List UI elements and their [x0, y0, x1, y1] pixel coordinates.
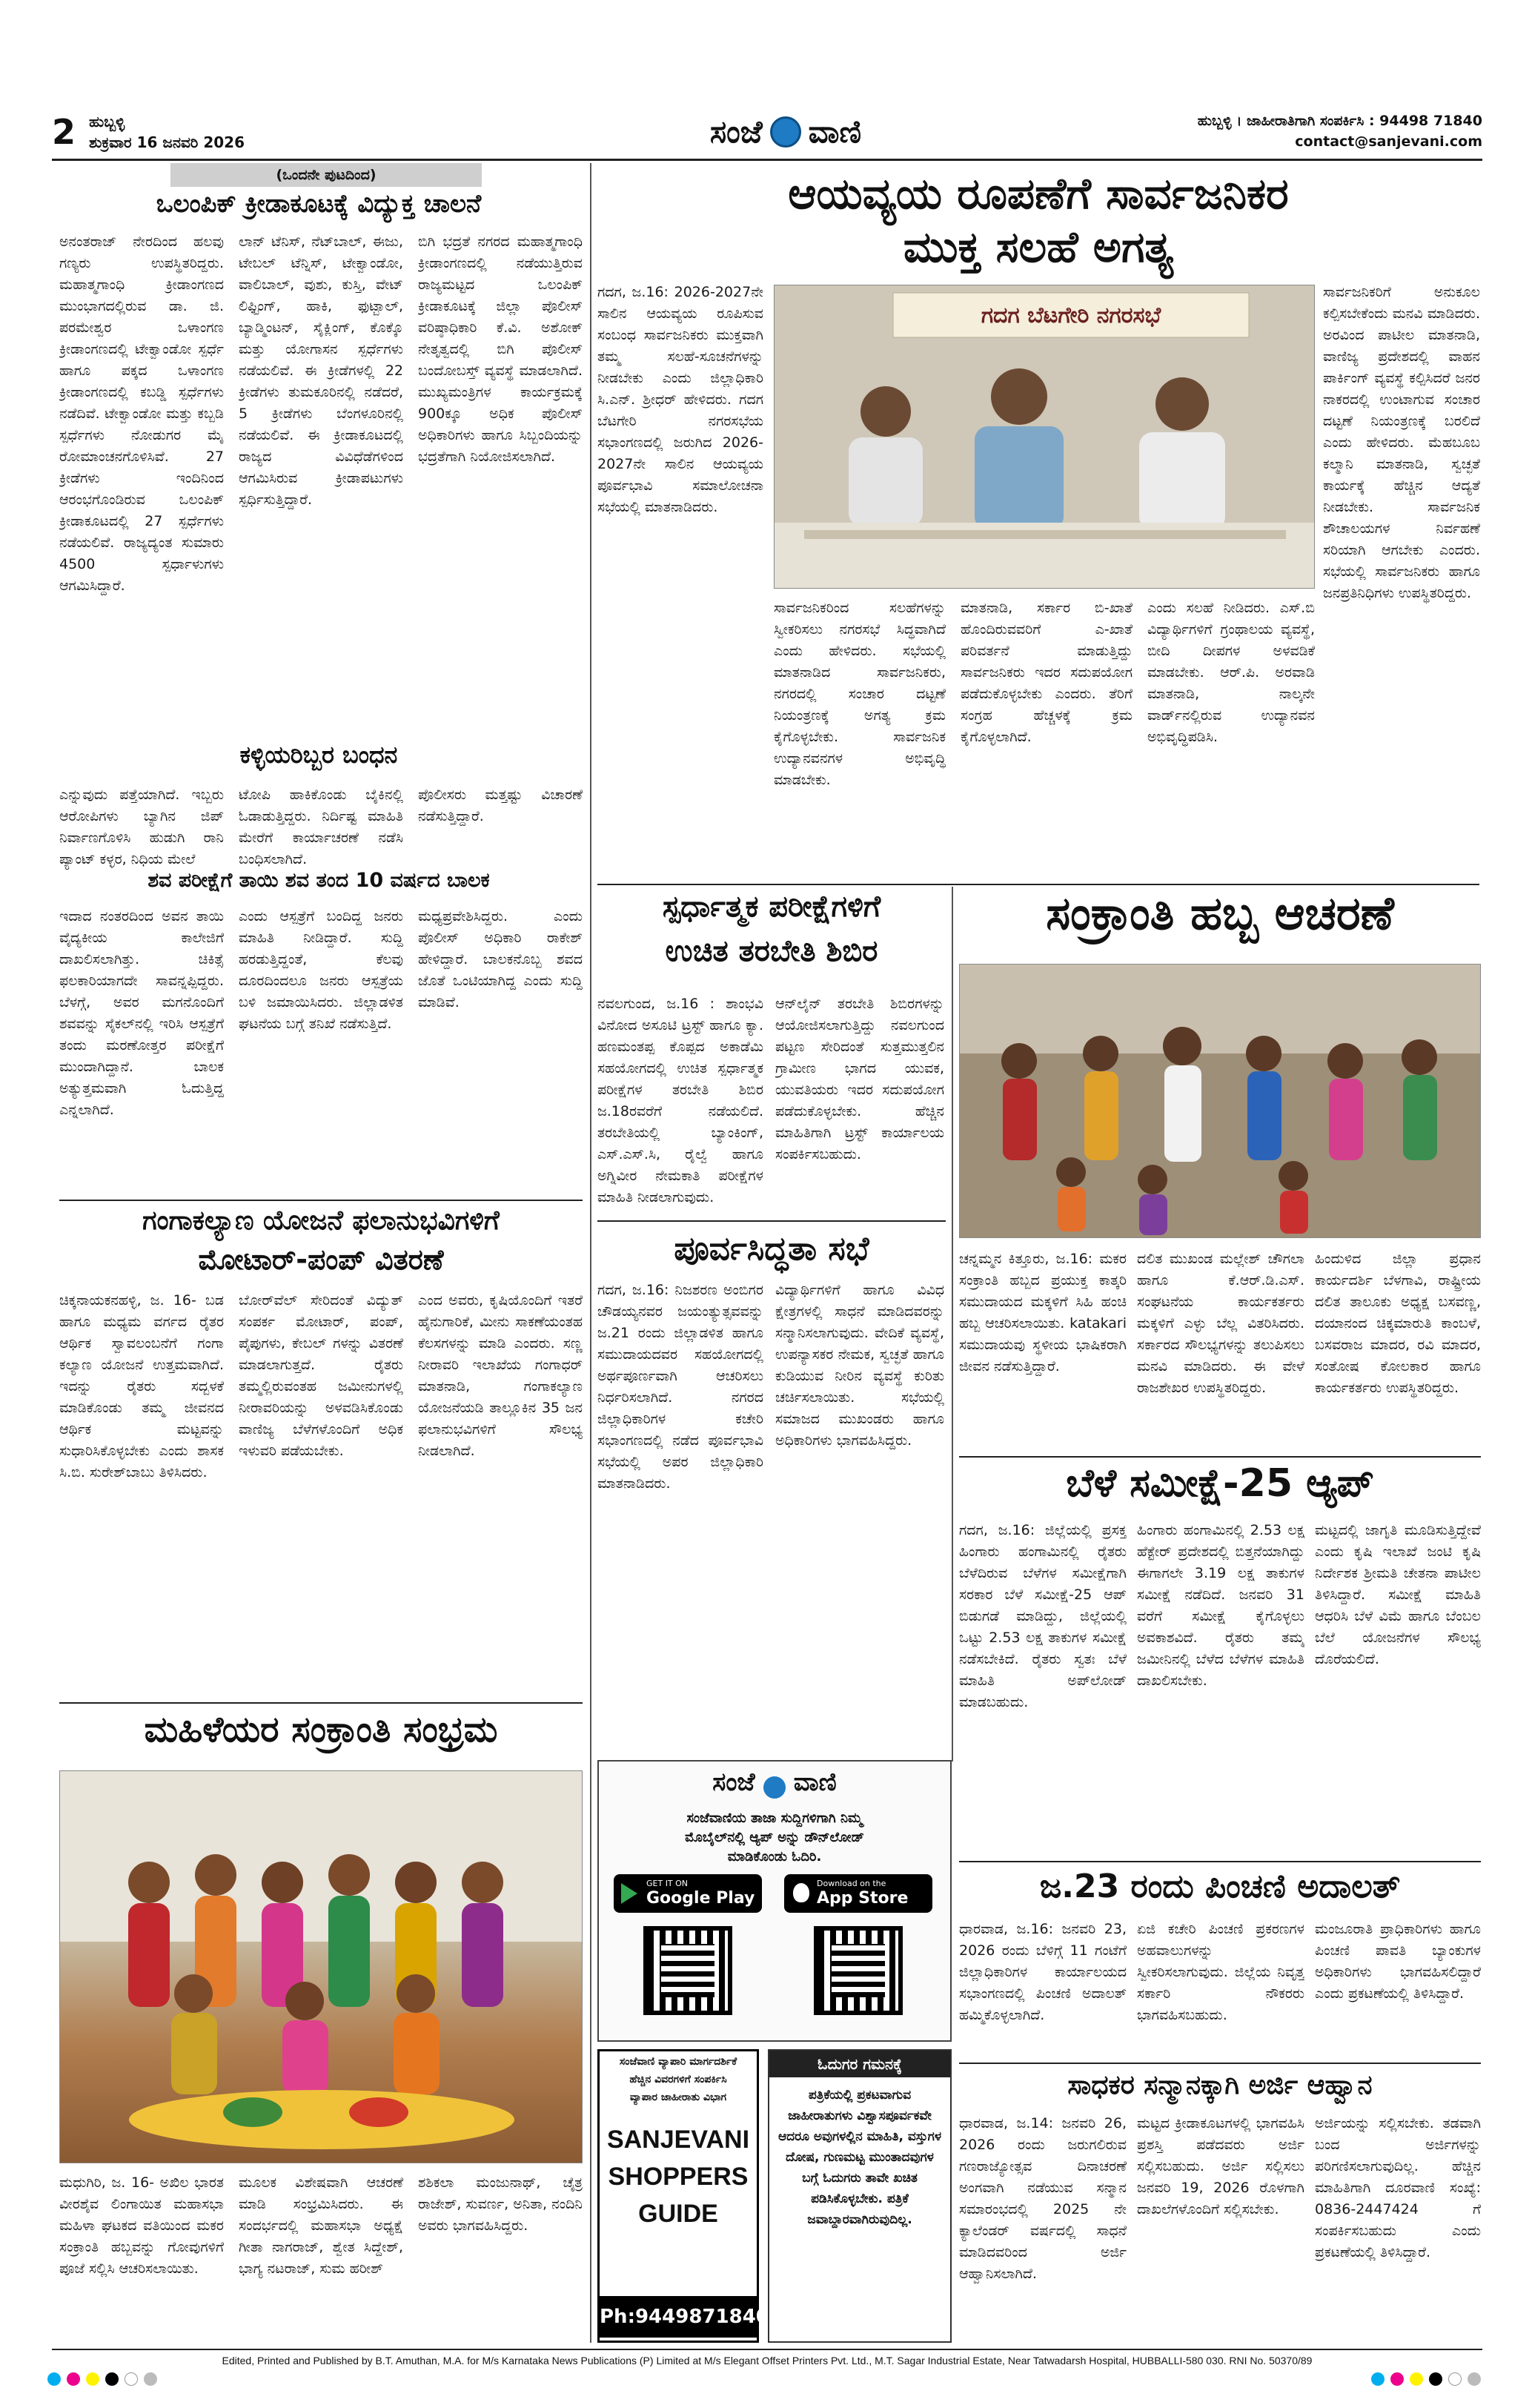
kalli-col3: ಪೊಲೀಸರು ಮತ್ತಷ್ಟು ವಿಚಾರಣೆ ನಡೆಸುತ್ತಿದ್ದಾರೆ.	[418, 787, 583, 824]
poorva-headline: ಪೂರ್ವಸಿದ್ಧತಾ ಸಭೆ	[674, 1230, 869, 1268]
apple-small-text: Download on the	[817, 1879, 886, 1888]
reg-mark-yellow	[86, 2372, 99, 2386]
ganga-col2: ಬೋರ್‌ವೆಲ್ ಸೇರಿದಂತೆ ವಿದ್ಯುತ್ ಸಂಪರ್ಕ ಮೋಟಾರ್, ಪಂಪ್, ಪೈಪುಗಳು, ಕೇಬಲ್ ಗಳನ್ನು ವಿತರಣೆ ಮಾಡಲಾಗುತ್ತದೆ. ರೈತರು ತಮ್ಮಲ್ಲಿರುವಂತಹ ಜಮೀನುಗಳಲ್ಲಿ ನೀರಾವರಿಯನ್ನು ಅಳವಡಿಸಿಕೊಂಡು ವಾಣಿಜ್ಯ ಬೆಳೆಗಳೊಂದಿಗೆ ಅಧಿಕ ಇಳುವರಿ ಪಡೆಯಬೇಕು.	[239, 1292, 403, 1459]
apple-big-text: App Store	[817, 1889, 909, 1908]
column-divider-mid	[952, 887, 953, 1762]
globe-icon	[770, 116, 801, 148]
page-number: 2	[52, 112, 76, 152]
shava-col1: ಇದಾದ ನಂತರದಿಂದ ಅವನ ತಾಯಿ ವೈದ್ಯಕೀಯ ಕಾಲೇಜಿಗೆ ದಾಖಲಿಸಲಾಗಿತ್ತು. ಚಿಕಿತ್ಸೆ ಫಲಕಾರಿಯಾಗದೇ ಸಾವನ್ನಪ್ಪಿದ್ದರು. ಬೆಳಗ್ಗೆ, ಅವರ ಮಗನೊಂದಿಗೆ ಶವವನ್ನು ಸೈಕಲ್‌ನಲ್ಲಿ ಇರಿಸಿ ಆಸ್ಪತ್ರೆಗೆ ತಂದು ಮರಣೋತ್ತರ ಪರೀಕ್ಷೆಗೆ ಮುಂದಾಗಿದ್ದಾನೆ. ಬಾಲಕ ಅತ್ಯುತ್ತಮವಾಗಿ ಓದುತ್ತಿದ್ದ ಎನ್ನಲಾಗಿದೆ.	[59, 908, 224, 1118]
continued-label: (ಒಂದನೇ ಪುಟದಿಂದ)	[170, 163, 482, 187]
reg-mark-grey	[144, 2372, 157, 2386]
ganga-top-rule	[59, 1200, 583, 1201]
mahila-headline: ಮಹಿಳೆಯರ ಸಂಕ್ರಾಂತಿ ಸಂಭ್ರಮ	[144, 1709, 498, 1750]
reg-mark-black	[105, 2372, 119, 2386]
pinchani-col1: ಧಾರವಾಡ, ಜ.16: ಜನವರಿ 23, 2026 ರಂದು ಬೆಳಿಗ್ಗೆ 11 ಗಂಟೆಗೆ ಜಿಲ್ಲಾಧಿಕಾರಿಗಳ ಕಾರ್ಯಾಲಯದ ಸಭಾಂಗಣದಲ್ಲಿ ಪಿಂಚಣಿ ಅದಾಲತ್ ಹಮ್ಮಿಕೊಳ್ಳಲಾಗಿದೆ.	[959, 1921, 1127, 2023]
reader-notice-body: ಪತ್ರಿಕೆಯಲ್ಲಿ ಪ್ರಕಟವಾಗುವ ಜಾಹೀರಾತುಗಳು ವಿಶ್ವಾಸಪೂರ್ವಕವೇ ಆದರೂ ಅವುಗಳಲ್ಲಿನ ಮಾಹಿತಿ, ವಸ್ತುಗಳ ದೋಷ, ಗುಣಮಟ್ಟ ಮುಂತಾದವುಗಳ ಬಗ್ಗೆ ಓದುಗರು ತಾವೇ ಖಚಿತ ಪಡಿಸಿಕೊಳ್ಳಬೇಕು. ಪತ್ರಿಕೆ ಜವಾಬ್ದಾರವಾಗಿರುವುದಿಲ್ಲ.	[777, 2088, 942, 2227]
mahila-col2: ಮೂಲಕ ವಿಶೇಷವಾಗಿ ಆಚರಣೆ ಮಾಡಿ ಸಂಭ್ರಮಿಸಿದರು. ಈ ಸಂದರ್ಭದಲ್ಲಿ ಮಹಾಸಭಾ ಅಧ್ಯಕ್ಷೆ ಗೀತಾ ನಾಗರಾಜ್, ಶ್ವೇತ ಸಿದ್ದೇಶ್, ಭಾಗ್ಯ ನಟರಾಜ್, ಸುಮ ಹರೀಶ್	[239, 2174, 403, 2277]
ganga-headline-line2: ಮೋಟಾರ್-ಪಂಪ್ ವಿತರಣೆ	[198, 1243, 444, 1276]
sankranti-photo	[959, 964, 1481, 1238]
google-big-text: Google Play	[646, 1889, 755, 1908]
footer-imprint: Edited, Printed and Published by B.T. Amuthan, M.A. for M/s Karnataka News Publications (P) Limited at M/s Elegant Offset Printers Pvt. Ltd., M.T. Sagar Industrial Estate, Near Tatwadarsh Hospital, HUBBALLI-580 030. RNI No. 50370/89	[222, 2355, 1313, 2366]
logo-text-left: ಸಂಜೆ	[709, 113, 763, 150]
budget-headline-line2: ಮುಕ್ತ ಸಲಹೆ ಅಗತ್ಯ	[903, 222, 1174, 272]
meeting-graphic	[775, 285, 1315, 589]
ad-tagline-3: ಮಾಡಿಕೊಂಡು ಓದಿರಿ.	[727, 1849, 822, 1865]
bele-col3: ಮಟ್ಟದಲ್ಲಿ ಜಾಗೃತಿ ಮೂಡಿಸುತ್ತಿದ್ದೇವೆ ಎಂದು ಕೃಷಿ ಇಲಾಖೆ ಜಂಟಿ ಕೃಷಿ ನಿರ್ದೇಶಕ ಶ್ರೀಮತಿ ಚೇತನಾ ಪಾಟೀಲ ತಿಳಿಸಿದ್ದಾರೆ. ಸಮೀಕ್ಷೆ ಮಾಹಿತಿ ಆಧರಿಸಿ ಬೆಳೆ ವಿಮೆ ಹಾಗೂ ಬೆಂಬಲ ಬೆಲೆ ಯೋಜನೆಗಳ ಸೌಲಭ್ಯ ದೊರೆಯಲಿದೆ.	[1315, 1522, 1481, 1667]
budget-meeting-photo	[774, 285, 1315, 589]
app-promo-box[interactable]	[597, 1760, 952, 2042]
shoppers-line3: ವ್ಯಾಪಾರ ಜಾಹೀರಾತು ವಿಭಾಗ	[629, 2091, 727, 2103]
qr-code-ios[interactable]	[814, 1926, 903, 2015]
ganga-col3: ಎಂದ ಅವರು, ಕೃಷಿಯೊಂದಿಗೆ ಇತರೆ ಹೈನುಗಾರಿಕೆ, ಮೀನು ಸಾಕಣೆಯಂತಹ ಕೆಲಸಗಳನ್ನು ಮಾಡಿ ಎಂದರು. ಸಣ್ಣ ನೀರಾವರಿ ಇಲಾಖೆಯ ಗಂಗಾಧರ್ ಮಾತನಾಡಿ, ಗಂಗಾಕಲ್ಯಾಣ ಯೋಜನೆಯಡಿ ತಾಲ್ಲೂಕಿನ 35 ಜನ ಫಲಾನುಭವಿಗಳಿಗೆ ಸೌಲಭ್ಯ ನೀಡಲಾಗಿದೆ.	[418, 1292, 583, 1459]
shoppers-title2: SHOPPERS	[608, 2163, 749, 2191]
masthead-rule	[52, 159, 1482, 161]
reg-mark-grey	[1468, 2372, 1481, 2386]
sankranti-headline: ಸಂಕ್ರಾಂತಿ ಹಬ್ಬ ಆಚರಣೆ	[1046, 886, 1394, 940]
festival-graphic	[960, 965, 1481, 1238]
shava-headline: ಶವ ಪರೀಕ್ಷೆಗೆ ತಾಯಿ ಶವ ತಂದ 10 ವರ್ಷದ ಬಾಲಕ	[147, 869, 490, 892]
sankranti-col1: ಚನ್ನಮ್ಮನ ಕಿತ್ತೂರು, ಜ.16: ಮಕರ ಸಂಕ್ರಾಂತಿ ಹಬ್ಬದ ಪ್ರಯುಕ್ತ ಕಾತ್ಕರಿ ಸಮುದಾಯದ ಮಕ್ಕಳಿಗೆ ಸಿಹಿ ಹಂಚಿ ಹಬ್ಬ ಆಚರಿಸಲಾಯಿತು. katakari ಸಮುದಾಯವು ಸ್ಥಳೀಯ ಭಾಷಿಕರಾಗಿ ಜೀವನ ನಡೆಸುತ್ತಿದ್ದಾರೆ.	[959, 1251, 1127, 1375]
edition-city: ಹುಬ್ಬಳ್ಳಿ	[89, 113, 125, 130]
bele-col1: ಗದಗ, ಜ.16: ಜಿಲ್ಲೆಯಲ್ಲಿ ಪ್ರಸಕ್ತ ಹಿಂಗಾರು ಹಂಗಾಮಿನಲ್ಲಿ ರೈತರು ಬೆಳೆದಿರುವ ಬೆಳೆಗಳ ಸಮೀಕ್ಷೆಗಾಗಿ ಸರಕಾರ ಬೆಳೆ ಸಮೀಕ್ಷೆ-25 ಆಪ್ ಬಿಡುಗಡೆ ಮಾಡಿದ್ದು, ಜಿಲ್ಲೆಯಲ್ಲಿ ಒಟ್ಟು 2.53 ಲಕ್ಷ ತಾಕುಗಳ ಸಮೀಕ್ಷೆ ನಡೆಸಬೇಕಿದೆ. ರೈತರು ಸ್ವತಃ ಬೆಳೆ ಮಾಹಿತಿ ಅಪ್‌ಲೋಡ್ ಮಾಡಬಹುದು.	[959, 1522, 1127, 1710]
women-group-graphic	[60, 1771, 583, 2163]
reg-mark-magenta	[1390, 2372, 1404, 2386]
sankranti-col2: ದಲಿತ ಮುಖಂಡ ಮಲ್ಲೇಶ್ ಚೌಗಲಾ ಹಾಗೂ ಕೆ.ಆರ್.ಡಿ.ಎಸ್. ಸಂಘಟನೆಯ ಕಾರ್ಯಕರ್ತರು ಮಕ್ಕಳಿಗೆ ಎಳ್ಳು ಬೆಲ್ಲ ವಿತರಿಸಿದರು. ಸರ್ಕಾರದ ಸೌಲಭ್ಯಗಳನ್ನು ತಲುಪಿಸಲು ಮನವಿ ಮಾಡಿದರು. ಈ ವೇಳೆ ರಾಜಶೇಖರ ಉಪಸ್ಥಿತರಿದ್ದರು.	[1137, 1251, 1304, 1396]
reg-mark-yellow	[1410, 2372, 1423, 2386]
reg-mark-magenta	[67, 2372, 80, 2386]
ad-logo-left: ಸಂಜೆ	[712, 1767, 755, 1797]
bele-col2: ಹಿಂಗಾರು ಹಂಗಾಮಿನಲ್ಲಿ 2.53 ಲಕ್ಷ ಹೆಕ್ಟೇರ್ ಪ್ರದೇಶದಲ್ಲಿ ಬಿತ್ತನೆಯಾಗಿದ್ದು ಈಗಾಗಲೇ 3.19 ಲಕ್ಷ ತಾಕುಗಳ ಸಮೀಕ್ಷೆ ನಡೆದಿದೆ. ಜನವರಿ 31 ವರೆಗೆ ಸಮೀಕ್ಷೆ ಕೈಗೊಳ್ಳಲು ಅವಕಾಶವಿದೆ. ರೈತರು ತಮ್ಮ ಜಮೀನಿನಲ್ಲಿ ಬೆಳೆದ ಬೆಳೆಗಳ ಮಾಹಿತಿ ದಾಖಲಿಸಬೇಕು.	[1137, 1522, 1304, 1689]
sadhakara-col1: ಧಾರವಾಡ, ಜ.14: ಜನವರಿ 26, 2026 ರಂದು ಜರುಗಲಿರುವ ಗಣರಾಜ್ಯೋತ್ಸವ ದಿನಾಚರಣೆ ಅಂಗವಾಗಿ ನಡೆಯುವ ಸನ್ಮಾನ ಸಮಾರಂಭದಲ್ಲಿ 2025 ನೇ ಕ್ಯಾಲೆಂಡರ್ ವರ್ಷದಲ್ಲಿ ಸಾಧನೆ ಮಾಡಿದವರಿಂದ ಅರ್ಜಿ ಆಹ್ವಾನಿಸಲಾಗಿದೆ.	[959, 2115, 1127, 2282]
poorva-top-rule	[597, 1220, 946, 1222]
masthead	[52, 111, 1482, 157]
shoppers-line1: ಸಂಜೆವಾಣಿ ವ್ಯಾಪಾರಿ ಮಾರ್ಗದರ್ಶಿಕೆ	[619, 2056, 737, 2068]
shoppers-guide-ad[interactable]	[597, 2049, 769, 2343]
budget-below3: ಎಂದು ಸಲಹೆ ನೀಡಿದರು. ಎಸ್.ಬಿ ವಿದ್ಯಾರ್ಥಿಗಳಿಗೆ ಗ್ರಂಥಾಲಯ ವ್ಯವಸ್ಥೆ, ಬೀದಿ ದೀಪಗಳ ಅಳವಡಿಕೆ ಮಾಡಬೇಕು. ಆರ್.ಪಿ. ಅರವಾಡಿ ಮಾತನಾಡಿ, ನಾಲ್ಕನೇ ವಾರ್ಡ್‌ನಲ್ಲಿರುವ ಉದ್ಯಾನವನ ಅಭಿವೃದ್ಧಿಪಡಿಸಿ.	[1147, 600, 1315, 745]
google-small-text: GET IT ON	[646, 1879, 689, 1888]
ad-tagline-2: ಮೊಬೈಲ್‌ನಲ್ಲಿ ಆ್ಯಪ್ ಅನ್ನು ಡೌನ್‌ಲೋಡ್	[685, 1830, 864, 1845]
reg-mark-white	[1448, 2372, 1462, 2386]
kalli-headline: ಕಳ್ಳಿಯರಿಬ್ಬರ ಬಂಧನ	[239, 741, 398, 769]
reader-notice-title: ಓದುಗರ ಗಮನಕ್ಕೆ	[769, 2051, 950, 2077]
shoppers-title1: SANJEVANI	[606, 2126, 750, 2154]
qr-code-android[interactable]	[643, 1926, 732, 2015]
footer-rule	[52, 2349, 1482, 2350]
column-divider-left	[590, 163, 591, 2343]
masthead-logo	[630, 111, 941, 153]
kalli-col2: ಟೋಪಿ ಹಾಕಿಕೊಂಡು ಬೈಕಿನಲ್ಲಿ ಓಡಾಡುತ್ತಿದ್ದರು. ನಿರ್ದಿಷ್ಟ ಮಾಹಿತಿ ಮೇರೆಗೆ ಕಾರ್ಯಾಚರಣೆ ನಡೆಸಿ ಬಂಧಿಸಲಾಗಿದೆ.	[239, 787, 403, 867]
reader-notice-box	[768, 2049, 952, 2343]
ad-logo-right: ವಾಣಿ	[793, 1767, 837, 1797]
advert-contact: ಹುಬ್ಬಳ್ಳಿ । ಜಾಹೀರಾತಿಗಾಗಿ ಸಂಪರ್ಕಿಸಿ : 94498 71840	[1197, 113, 1482, 129]
mahila-col1: ಮಧುಗಿರಿ, ಜ. 16- ಅಖಿಲ ಭಾರತ ವೀರಶೈವ ಲಿಂಗಾಯಿತ ಮಹಾಸಭಾ ಮಹಿಳಾ ಘಟಕದ ವತಿಯಿಂದ ಮಕರ ಸಂಕ್ರಾಂತಿ ಹಬ್ಬವನ್ನು ಗೋವುಗಳಿಗೆ ಪೂಜೆ ಸಲ್ಲಿಸಿ ಆಚರಿಸಲಾಯಿತು.	[59, 2174, 224, 2277]
mahila-photo	[59, 1770, 583, 2163]
ganga-col1: ಚಿಕ್ಕನಾಯಕನಹಳ್ಳಿ, ಜ. 16- ಬಡ ಹಾಗೂ ಮಧ್ಯಮ ವರ್ಗದ ರೈತರ ಆರ್ಥಿಕ ಸ್ವಾವಲಂಬನೆಗೆ ಗಂಗಾ ಕಲ್ಯಾಣ ಯೋಜನೆ ಉತ್ತಮವಾಗಿದೆ. ಇದನ್ನು ರೈತರು ಸದ್ಬಳಕೆ ಮಾಡಿಕೊಂಡು ತಮ್ಮ ಜೀವನದ ಆರ್ಥಿಕ ಮಟ್ಟವನ್ನು ಸುಧಾರಿಸಿಕೊಳ್ಳಬೇಕು ಎಂದು ಶಾಸಕ ಸಿ.ಬಿ. ಸುರೇಶ್‌ಬಾಬು ತಿಳಿಸಿದರು.	[59, 1292, 224, 1481]
spardha-headline-line1: ಸ್ಪರ್ಧಾತ್ಮಕ ಪರೀಕ್ಷೆಗಳಿಗೆ	[662, 890, 881, 924]
ad-globe-icon	[763, 1776, 786, 1799]
shoppers-phone[interactable]: Ph:9449871840	[600, 2296, 757, 2338]
apple-icon	[793, 1883, 809, 1902]
olympic-headline: ಒಲಂಪಿಕ್ ಕ್ರೀಡಾಕೂಟಕ್ಕೆ ವಿದ್ಯುಕ್ತ ಚಾಲನೆ	[156, 189, 482, 219]
ad-tagline-1: ಸಂಜೆವಾಣಿಯ ತಾಜಾ ಸುದ್ದಿಗಳಿಗಾಗಿ ನಿಮ್ಮ	[686, 1810, 863, 1826]
olympic-col3: ಬಿಗಿ ಭದ್ರತೆ ನಗರದ ಮಹಾತ್ಮಗಾಂಧಿ ಕ್ರೀಡಾಂಗಣದಲ್ಲಿ ನಡೆಯುತ್ತಿರುವ ರಾಜ್ಯಮಟ್ಟದ ಒಲಂಪಿಕ್ ಕ್ರೀಡಾಕೂಟಕ್ಕೆ ಜಿಲ್ಲಾ ಪೊಲೀಸ್ ವರಿಷ್ಠಾಧಿಕಾರಿ ಕೆ.ವಿ. ಅಶೋಕ್ ನೇತೃತ್ವದಲ್ಲಿ ಬಿಗಿ ಪೊಲೀಸ್ ಬಂದೋಬಸ್ತ್ ವ್ಯವಸ್ಥೆ ಮಾಡಲಾಗಿದೆ. ಮುಖ್ಯಮಂತ್ರಿಗಳ ಕಾರ್ಯಕ್ರಮಕ್ಕೆ 900ಕ್ಕೂ ಅಧಿಕ ಪೊಲೀಸ್ ಅಧಿಕಾರಿಗಳು ಹಾಗೂ ಸಿಬ್ಬಂದಿಯನ್ನು ಭದ್ರತೆಗಾಗಿ ನಿಯೋಜಿಸಲಾಗಿದೆ.	[418, 234, 583, 465]
bele-headline: ಬೆಳೆ ಸಮೀಕ್ಷೆ-25 ಆ್ಯಪ್	[1066, 1461, 1374, 1506]
budget-below1: ಸಾರ್ವಜನಿಕರಿಂದ ಸಲಹೆಗಳನ್ನು ಸ್ವೀಕರಿಸಲು ನಗರಸಭೆ ಸಿದ್ಧವಾಗಿದೆ ಎಂದು ಹೇಳಿದರು. ಸಭೆಯಲ್ಲಿ ಮಾತನಾಡಿದ ಸಾರ್ವಜನಿಕರು, ನಗರದಲ್ಲಿ ಸಂಚಾರ ದಟ್ಟಣೆ ನಿಯಂತ್ರಣಕ್ಕೆ ಅಗತ್ಯ ಕ್ರಮ ಕೈಗೊಳ್ಳಬೇಕು. ಸಾರ್ವಜನಿಕ ಉದ್ಯಾನವನಗಳ ಅಭಿವೃದ್ಧಿ ಮಾಡಬೇಕು.	[774, 600, 946, 788]
mid-rule	[597, 884, 1479, 885]
sankranti-col3: ಹಿಂದುಳಿದ ಜಿಲ್ಲಾ ಪ್ರಧಾನ ಕಾರ್ಯದರ್ಶಿ ಬೆಳಗಾವಿ, ರಾಷ್ಟ್ರೀಯ ದಲಿತ ತಾಲೂಕು ಅಧ್ಯಕ್ಷ ಬಸವಣ್ಣ, ದಯಾನಂದ ಚಿಕ್ಕಮಾರುತಿ ಕಾಂಬಳೆ, ಬಸವರಾಜ ಮಾದರ, ರವಿ ಮಾದರ, ಸಂತೋಷ ಕೋಲಕಾರ ಹಾಗೂ ಕಾರ್ಯಕರ್ತರು ಉಪಸ್ಥಿತರಿದ್ದರು.	[1315, 1251, 1481, 1396]
registration-marks-right	[1371, 2372, 1497, 2390]
date-line: ಶುಕ್ರವಾರ 16 ಜನವರಿ 2026	[89, 133, 245, 151]
app-store-badge[interactable]	[784, 1874, 932, 1913]
kalli-col1: ಎನ್ನುವುದು ಪತ್ತೆಯಾಗಿದೆ. ಇಬ್ಬರು ಆರೋಪಿಗಳು ಬ್ಯಾಗಿನ ಜಿಪ್ ನಿರ್ವಾಣಗೊಳಿಸಿ ಹುಡುಗಿ ರಾನಿ ಪ್ಯಾಂಟ್ ಕಳ್ಳರ, ನಿಧಿಯ ಮೇಲೆ	[59, 787, 224, 867]
mahila-col3: ಶಶಿಕಲಾ ಮಂಜುನಾಥ್, ಚೈತ್ರ ರಾಜೇಶ್, ಸುವರ್ಣ, ಅನಿತಾ, ನಂದಿನಿ ಅವರು ಭಾಗವಹಿಸಿದ್ದರು.	[418, 2174, 583, 2234]
ad-logo	[599, 1767, 950, 1799]
sadhakara-col2: ಮಟ್ಟದ ಕ್ರೀಡಾಕೂಟಗಳಲ್ಲಿ ಭಾಗವಹಿಸಿ ಪ್ರಶಸ್ತಿ ಪಡೆದವರು ಅರ್ಜಿ ಸಲ್ಲಿಸಬಹುದು. ಅರ್ಜಿ ಸಲ್ಲಿಸಲು ಜನವರಿ 19, 2026 ರೊಳಗಾಗಿ ದಾಖಲೆಗಳೊಂದಿಗೆ ಸಲ್ಲಿಸಬೇಕು.	[1137, 2115, 1304, 2217]
spardha-col2: ಆನ್‌ಲೈನ್ ತರಬೇತಿ ಶಿಬಿರಗಳನ್ನು ಆಯೋಜಿಸಲಾಗುತ್ತಿದ್ದು ನವಲಗುಂದ ಪಟ್ಟಣ ಸೇರಿದಂತೆ ಸುತ್ತಮುತ್ತಲಿನ ಗ್ರಾಮೀಣ ಭಾಗದ ಯುವಕ, ಯುವತಿಯರು ಇದರ ಸದುಪಯೋಗ ಪಡೆದುಕೊಳ್ಳಬೇಕು. ಹೆಚ್ಚಿನ ಮಾಹಿತಿಗಾಗಿ ಟ್ರಸ್ಟ್ ಕಾರ್ಯಾಲಯ ಸಂಪರ್ಕಿಸಬಹುದು.	[775, 996, 944, 1162]
shava-col3: ಮಧ್ಯಪ್ರವೇಶಿಸಿದ್ದರು. ಎಂದು ಪೊಲೀಸ್ ಅಧಿಕಾರಿ ರಾಕೇಶ್ ಹೇಳಿದ್ದಾರೆ. ಬಾಲಕನೊಬ್ಬ ಶವದ ಜೊತೆ ಒಂಟಿಯಾಗಿದ್ದ ಎಂದು ಸುದ್ದಿ ಮಾಡಿವೆ.	[418, 908, 583, 1010]
sadhakara-top-rule	[959, 2063, 1481, 2064]
reg-mark-cyan	[1371, 2372, 1385, 2386]
pinchani-col3: ಮಂಜೂರಾತಿ ಪ್ರಾಧಿಕಾರಿಗಳು ಹಾಗೂ ಪಿಂಚಣಿ ಪಾವತಿ ಬ್ಯಾಂಕುಗಳ ಅಧಿಕಾರಿಗಳು ಭಾಗವಹಿಸಲಿದ್ದಾರೆ ಎಂದು ಪ್ರಕಟಣೆಯಲ್ಲಿ ತಿಳಿಸಿದ್ದಾರೆ.	[1315, 1921, 1481, 2002]
spardha-headline-line2: ಉಚಿತ ತರಬೇತಿ ಶಿಬಿರ	[665, 934, 878, 968]
budget-intro: ಗದಗ, ಜ.16: 2026-2027ನೇ ಸಾಲಿನ ಆಯವ್ಯಯ ರೂಪಿಸುವ ಸಂಬಂಧ ಸಾರ್ವಜನಿಕರು ಮುಕ್ತವಾಗಿ ತಮ್ಮ ಸಲಹೆ-ಸೂಚನೆಗಳನ್ನು ನೀಡಬೇಕು ಎಂದು ಜಿಲ್ಲಾಧಿಕಾರಿ ಸಿ.ಎನ್. ಶ್ರೀಧರ್ ಹೇಳಿದರು. ಗದಗ ಬೆಟಗೇರಿ ನಗರಸಭೆಯ ಸಭಾಂಗಣದಲ್ಲಿ ಜರುಗಿದ 2026-2027ನೇ ಸಾಲಿನ ಆಯವ್ಯಯ ಪೂರ್ವಭಾವಿ ಸಮಾಲೋಚನಾ ಸಭೆಯಲ್ಲಿ ಮಾತನಾಡಿದರು.	[597, 284, 763, 515]
olympic-col1: ಅನಂತರಾಜ್ ನೇರದಿಂದ ಹಲವು ಗಣ್ಯರು ಉಪಸ್ಥಿತರಿದ್ದರು. ಮಹಾತ್ಮಗಾಂಧಿ ಕ್ರೀಡಾಂಗಣದ ಮುಂಭಾಗದಲ್ಲಿರುವ ಡಾ. ಜಿ. ಪರಮೇಶ್ವರ ಒಳಾಂಗಣ ಕ್ರೀಡಾಂಗಣದಲ್ಲಿ ಟೇಕ್ವಾಂಡೋ ಸ್ಪರ್ಧೆ ಹಾಗೂ ಪಕ್ಕದ ಒಳಾಂಗಣ ಕ್ರೀಡಾಂಗಣದಲ್ಲಿ ಕಬಡ್ಡಿ ಸ್ಪರ್ಧೆಗಳು ನಡೆದಿವೆ. ಟೇಕ್ವಾಂಡೋ ಮತ್ತು ಕಬ್ಬಡಿ ಸ್ಪರ್ಧೆಗಳು ನೋಡುಗರ ಮೈ ರೋಮಾಂಚನಗೊಳಿಸಿವೆ. 27 ಕ್ರೀಡೆಗಳು ಇಂದಿನಿಂದ ಆರಂಭಗೊಂಡಿರುವ ಒಲಂಪಿಕ್ ಕ್ರೀಡಾಕೂಟದಲ್ಲಿ 27 ಸ್ಪರ್ಧೆಗಳು ನಡೆಯಲಿವೆ. ರಾಜ್ಯದ್ಯಂತ ಸುಮಾರು 4500 ಸ್ಪರ್ಧಾಳುಗಳು ಆಗಮಿಸಿದ್ದಾರೆ.	[59, 234, 224, 594]
reg-mark-cyan	[47, 2372, 61, 2386]
poorva-col1: ಗದಗ, ಜ.16: ನಿಜಶರಣ ಅಂಬಿಗರ ಚೌಡಯ್ಯನವರ ಜಯಂತ್ಯುತ್ಸವವನ್ನು ಜ.21 ರಂದು ಜಿಲ್ಲಾಡಳಿತ ಹಾಗೂ ಸಮುದಾಯದವರ ಸಹಯೋಗದಲ್ಲಿ ಅರ್ಥಪೂರ್ಣವಾಗಿ ಆಚರಿಸಲು ನಿರ್ಧರಿಸಲಾಗಿದೆ. ನಗರದ ಜಿಲ್ಲಾಧಿಕಾರಿಗಳ ಕಚೇರಿ ಸಭಾಂಗಣದಲ್ಲಿ ನಡೆದ ಪೂರ್ವಭಾವಿ ಸಭೆಯಲ್ಲಿ ಅಪರ ಜಿಲ್ಲಾಧಿಕಾರಿ ಮಾತನಾಡಿದರು.	[597, 1282, 763, 1492]
google-play-badge[interactable]	[614, 1874, 762, 1913]
mahila-top-rule	[59, 1702, 583, 1704]
shoppers-title3: GUIDE	[638, 2200, 718, 2228]
pinchani-headline: ಜ.23 ರಂದು ಪಿಂಚಣಿ ಅದಾಲತ್	[1039, 1868, 1401, 1905]
ganga-headline-line1: ಗಂಗಾಕಲ್ಯಾಣ ಯೋಜನೆ ಫಲಾನುಭವಿಗಳಿಗೆ	[142, 1205, 500, 1236]
shoppers-line2: ಹೆಚ್ಚಿನ ವಿವರಗಳಿಗೆ ಸಂಪರ್ಕಿಸಿ	[629, 2074, 727, 2086]
sadhakara-col3: ಅರ್ಜಿಯನ್ನು ಸಲ್ಲಿಸಬೇಕು. ತಡವಾಗಿ ಬಂದ ಅರ್ಜಿಗಳನ್ನು ಪರಿಗಣಿಸಲಾಗುವುದಿಲ್ಲ. ಹೆಚ್ಚಿನ ಮಾಹಿತಿಗಾಗಿ ದೂರವಾಣಿ ಸಂಖ್ಯೆ: 0836-2447424 ಗೆ ಸಂಪರ್ಕಿಸಬಹುದು ಎಂದು ಪ್ರಕಟಣೆಯಲ್ಲಿ ತಿಳಿಸಿದ್ದಾರೆ.	[1315, 2115, 1481, 2260]
olympic-col2: ಲಾನ್ ಟೆನಿಸ್, ನೆಟ್‌ಬಾಲ್, ಈಜು, ಟೇಬಲ್ ಟೆನ್ನಿಸ್, ಟೇಕ್ವಾಂಡೋ, ವಾಲಿಬಾಲ್, ವುಶು, ಕುಸ್ತಿ, ವೇಟ್ ಲಿಫ್ಟಿಂಗ್, ಹಾಕಿ, ಫುಟ್ಬಾಲ್, ಬ್ಯಾಡ್ಮಿಂಟನ್, ಸೈಕ್ಲಿಂಗ್, ಕೊಕ್ಕೊ ಮತ್ತು ಯೋಗಾಸನ ಸ್ಪರ್ಧೆಗಳು ನಡೆಯಲಿವೆ. ಈ ಕ್ರೀಡೆಗಳಲ್ಲಿ 22 ಕ್ರೀಡೆಗಳು ತುಮಕೂರಿನಲ್ಲಿ ನಡೆದರೆ, 5 ಕ್ರೀಡೆಗಳು ಬೆಂಗಳೂರಿನಲ್ಲಿ ನಡೆಯಲಿವೆ. ಈ ಕ್ರೀಡಾಕೂಟದಲ್ಲಿ ರಾಜ್ಯದ ವಿವಿಧೆಡೆಗಳಿಂದ ಆಗಮಿಸಿರುವ ಕ್ರೀಡಾಪಟುಗಳು ಸ್ಪರ್ಧಿಸುತ್ತಿದ್ದಾರೆ.	[239, 234, 403, 508]
budget-below2: ಮಾತನಾಡಿ, ಸರ್ಕಾರ ಬಿ-ಖಾತೆ ಹೊಂದಿರುವವರಿಗೆ ಎ-ಖಾತೆ ಪರಿವರ್ತನೆ ಮಾಡುತ್ತಿದ್ದು ಸಾರ್ವಜನಿಕರು ಇದರ ಸದುಪಯೋಗ ಪಡೆದುಕೊಳ್ಳಬೇಕು ಎಂದರು. ತೆರಿಗೆ ಸಂಗ್ರಹ ಹೆಚ್ಚಳಕ್ಕೆ ಕ್ರಮ ಕೈಗೊಳ್ಳಲಾಗಿದೆ.	[961, 600, 1133, 745]
google-play-icon	[621, 1883, 637, 1904]
reg-mark-white	[125, 2372, 138, 2386]
contact-email[interactable]: contact@sanjevani.com	[1295, 133, 1482, 150]
budget-right: ಸಾರ್ವಜನಿಕರಿಗೆ ಅನುಕೂಲ ಕಲ್ಪಿಸಬೇಕೆಂದು ಮನವಿ ಮಾಡಿದರು. ಅರವಿಂದ ಪಾಟೀಲ ಮಾತನಾಡಿ, ವಾಣಿಜ್ಯ ಪ್ರದೇಶದಲ್ಲಿ ವಾಹನ ಪಾರ್ಕಿಂಗ್ ವ್ಯವಸ್ಥೆ ಕಲ್ಪಿಸಿದರೆ ಜನರ ನಾಕರದಲ್ಲಿ ಉಂಟಾಗುವ ಸಂಚಾರ ದಟ್ಟಣೆ ನಿಯಂತ್ರಣಕ್ಕೆ ಬರಲಿದೆ ಎಂದು ಹೇಳಿದರು. ಮೆಹಬೂಬ ಕಲ್ಮಾನಿ ಮಾತನಾಡಿ, ಸ್ವಚ್ಛತೆ ಕಾರ್ಯಕ್ಕೆ ಹೆಚ್ಚಿನ ಆದ್ಯತೆ ನೀಡಬೇಕು. ಸಾರ್ವಜನಿಕ ಶೌಚಾಲಯಗಳ ನಿರ್ವಹಣೆ ಸರಿಯಾಗಿ ಆಗಬೇಕು ಎಂದರು. ಸಭೆಯಲ್ಲಿ ಸಾರ್ವಜನಿಕರು ಹಾಗೂ ಜನಪ್ರತಿನಿಧಿಗಳು ಉಪಸ್ಥಿತರಿದ್ದರು.	[1323, 284, 1480, 601]
shava-col2: ಎಂದು ಆಸ್ಪತ್ರೆಗೆ ಬಂದಿದ್ದ ಜನರು ಮಾಹಿತಿ ನೀಡಿದ್ದಾರೆ. ಸುದ್ದಿ ಹರಡುತ್ತಿದ್ದಂತೆ, ಕೆಲವು ದೂರದಿಂದಲೂ ಜನರು ಆಸ್ಪತ್ರೆಯ ಬಳಿ ಜಮಾಯಿಸಿದರು. ಜಿಲ್ಲಾಡಳಿತ ಘಟನೆಯ ಬಗ್ಗೆ ತನಿಖೆ ನಡೆಸುತ್ತಿದೆ.	[239, 908, 403, 1032]
reg-mark-black	[1429, 2372, 1442, 2386]
pinchani-col2: ಏಜಿ ಕಚೇರಿ ಪಿಂಚಣಿ ಪ್ರಕರಣಗಳ ಅಹವಾಲುಗಳನ್ನು ಸ್ವೀಕರಿಸಲಾಗುವುದು. ಜಿಲ್ಲೆಯ ನಿವೃತ್ತ ಸರ್ಕಾರಿ ನೌಕರರು ಭಾಗವಹಿಸಬಹುದು.	[1137, 1921, 1304, 2023]
bele-top-rule	[959, 1456, 1481, 1458]
registration-marks-left	[47, 2372, 240, 2390]
pinchani-top-rule	[959, 1861, 1481, 1862]
budget-headline-line1: ಆಯವ್ಯಯ ರೂಪಣೆಗೆ ಸಾರ್ವಜನಿಕರ	[788, 168, 1289, 219]
sadhakara-headline: ಸಾಧಕರ ಸನ್ಮಾನಕ್ಕಾಗಿ ಅರ್ಜಿ ಆಹ್ವಾನ	[1067, 2070, 1373, 2100]
poorva-col2: ವಿದ್ಯಾರ್ಥಿಗಳಿಗೆ ಹಾಗೂ ವಿವಿಧ ಕ್ಷೇತ್ರಗಳಲ್ಲಿ ಸಾಧನೆ ಮಾಡಿದವರನ್ನು ಸನ್ಮಾನಿಸಲಾಗುವುದು. ವೇದಿಕೆ ವ್ಯವಸ್ಥೆ, ಉಪನ್ಯಾಸಕರ ನೇಮಕ, ಸ್ವಚ್ಛತೆ ಹಾಗೂ ಕುಡಿಯುವ ನೀರಿನ ವ್ಯವಸ್ಥೆ ಕುರಿತು ಚರ್ಚಿಸಲಾಯಿತು. ಸಭೆಯಲ್ಲಿ ಸಮಾಜದ ಮುಖಂಡರು ಹಾಗೂ ಅಧಿಕಾರಿಗಳು ಭಾಗವಹಿಸಿದ್ದರು.	[775, 1282, 944, 1449]
spardha-col1: ನವಲಗುಂದ, ಜ.16 : ಶಾಂಭವಿ ವಿನೋದ ಅಸೂಟಿ ಟ್ರಸ್ಟ್ ಹಾಗೂ ಕ್ಯಾ. ಹಣಮಂತಪ್ಪ ಕೊಪ್ಪದ ಅಕಾಡೆಮಿ ಸಹಯೋಗದಲ್ಲಿ ಉಚಿತ ಸ್ಪರ್ಧಾತ್ಮಕ ಪರೀಕ್ಷೆಗಳ ತರಬೇತಿ ಶಿಬಿರ ಜ.18ರವರೆಗೆ ನಡೆಯಲಿದೆ. ತರಬೇತಿಯಲ್ಲಿ ಬ್ಯಾಂಕಿಂಗ್, ಎಸ್.ಎಸ್.ಸಿ, ರೈಲ್ವೆ ಹಾಗೂ ಅಗ್ನಿವೀರ ನೇಮಕಾತಿ ಪರೀಕ್ಷೆಗಳ ಮಾಹಿತಿ ನೀಡಲಾಗುವುದು.	[597, 996, 763, 1205]
photo-banner-text: ಗದಗ ಬೆಟಗೇರಿ ನಗರಸಭೆ	[981, 302, 1161, 328]
logo-text-right: ವಾಣಿ	[808, 113, 862, 150]
